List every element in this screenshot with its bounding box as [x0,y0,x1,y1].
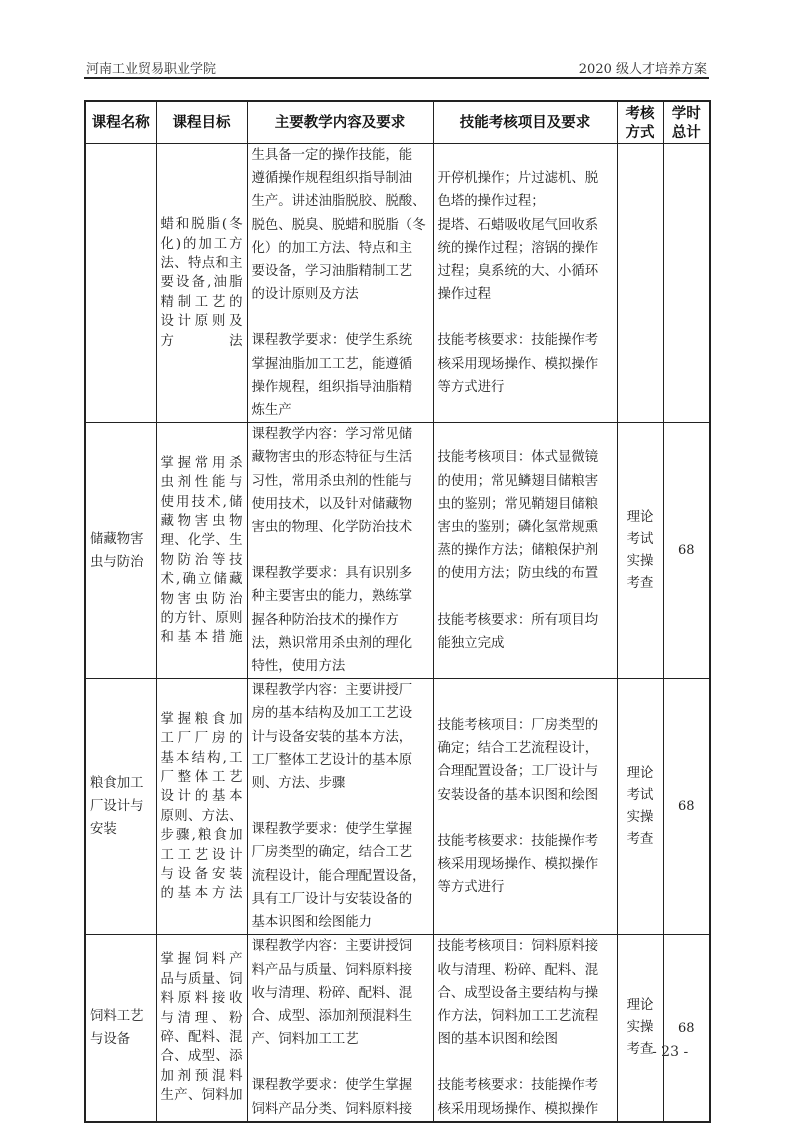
cell-skill-assessment [433,679,617,935]
course-name-line: 储藏物害 [90,531,144,547]
header-label: 总计 [671,123,701,141]
cell-total-hours [663,935,710,1122]
course-name-line: 虫与防治 [90,554,144,570]
course-goal-line: 料原料接收 [160,991,243,1007]
content-line: 则、方法、步骤 [251,776,346,792]
cell-total-hours [663,679,710,935]
paragraph-gap [252,306,429,329]
cell-course-name [85,423,156,679]
cell-course-name [85,935,156,1122]
content-line: 房的基本结构及加工工艺设 [251,706,413,722]
cell-skill-assessment [433,423,617,679]
header-col-course-name [85,101,156,144]
content-requirement-line: 流程设计，能合理配置设备， [251,868,426,884]
course-goal-line: 碎、配料、混 [160,1030,243,1045]
total-hours-value: 68 [677,799,695,815]
skill-item-line: 技能考核项目：饲料原料接 [437,939,599,955]
content-line: 害虫的物理、化学防治技术 [251,520,413,536]
header-label: 主要教学内容及要求 [274,114,406,131]
content-line: 习性，常用杀虫剂的性能与 [251,473,413,489]
skill-item-line: 合理配置设备；工厂设计与 [437,764,599,780]
course-name-line: 厂设计与 [90,799,144,815]
assessment-method-line: 理论 [626,765,654,781]
assessment-method-line: 考查 [626,575,654,591]
course-name-line: 粮食加工 [90,776,144,792]
course-goal-line: 品与质量、饲 [160,971,243,987]
content-requirement-line: 基本识图和绘图能力 [251,915,373,931]
course-goal-line: 设计的基本 [160,789,243,805]
skill-item-line: 害虫的鉴别；磷化氢常规熏 [437,520,599,536]
content-line: 合、成型、添加剂预混料生 [251,1008,413,1024]
assessment-method-line: 实操 [626,553,654,569]
skill-item-line: 安装设备的基本识图和绘图 [437,787,599,803]
skill-requirement-line: 核采用现场操作、模拟操作 [437,356,599,372]
cell-assessment-method [617,935,663,1122]
content-line: 产、饲料加工工艺 [251,1032,359,1048]
skill-item-line: 色塔的操作过程； [437,194,545,210]
content-requirement-line: 课程教学要求：使学生掌握 [251,1078,413,1094]
content-line: 的设计原则及方法 [251,287,359,303]
curriculum-table [84,100,711,1123]
course-name-line: 饲料工艺 [90,1009,144,1024]
course-goal-line: 化)的加工方 [160,236,243,252]
skill-item-line: 的使用方法；防虫线的布置 [437,566,599,582]
skill-item-line: 的使用；常见鳞翅目储粮害 [437,473,599,489]
course-goal-line: 工厂厂房的 [160,731,243,747]
content-line: 使用技术，以及针对储藏物 [251,496,413,512]
cell-course-goal [156,144,247,423]
content-requirement-line: 种主要害虫的能力，熟练掌 [251,589,413,605]
paragraph-gap [252,1051,429,1074]
content-requirement-line: 课程教学要求：具有识别多 [251,566,413,582]
paragraph-gap [252,539,429,562]
paragraph-gap [252,795,429,818]
course-goal-line: 和基本措施 [160,630,243,646]
assessment-method-line: 考试 [626,531,654,547]
skill-item-line: 虫的鉴别；常见鞘翅目储粮 [437,496,599,512]
skill-requirement-line: 能独立完成 [437,635,505,651]
skill-item-line: 技能考核项目：体式显微镜 [437,450,599,466]
course-goal-line: 使用技术,储 [160,494,243,510]
course-goal-line: 设计原则及 [160,314,243,330]
course-goal-line: 步骤,粮食加 [160,828,243,844]
course-goal-line: 原则、方法、 [160,808,243,824]
content-requirement-line: 掌握油脂加工工艺，能遵循 [251,356,413,372]
header-label: 课程目标 [172,114,231,131]
skill-requirement-line: 核采用现场操作、模拟操作 [437,857,599,873]
course-goal-line: 掌握饲料产 [160,952,243,968]
table-row [85,935,710,1122]
table-row [85,423,710,679]
content-requirement-line: 法，熟识常用杀虫剂的理化 [251,635,413,651]
assessment-method-line: 考查 [626,831,654,847]
course-goal-line: 藏物害虫物 [160,513,243,529]
skill-item-line: 收与清理、粉碎、配料、混 [437,962,599,978]
course-goal-line: 蜡和脱脂(冬 [160,217,243,233]
skill-item-line: 蒸的操作方法；储粮保护剂 [437,543,599,559]
content-requirement-line: 握各种防治技术的操作方 [251,612,399,628]
content-line: 藏物害虫的形态特征与生活 [251,450,413,466]
content-line: 课程教学内容：主要讲授厂 [251,683,413,699]
assessment-method-line: 考试 [626,787,654,803]
course-goal-line: 要设备,油脂 [160,275,243,291]
cell-assessment-method [617,679,663,935]
cell-course-name [85,679,156,935]
content-requirement-line: 具有工厂设计与安装设备的 [251,891,413,907]
cell-main-content [247,935,433,1122]
header-col-course-goal [156,101,247,144]
table-header-row [85,101,710,144]
assessment-method-line: 理论 [626,509,654,525]
skill-requirement-line: 技能考核要求：技能操作考 [437,833,599,849]
content-line: 生具备一定的操作技能，能 [251,148,413,163]
header-document-title: 2020 级人才培养方案 [578,62,707,77]
header-label: 课程名称 [91,114,150,131]
course-goal-line: 掌握粮食加 [160,711,243,727]
skill-requirement-line: 技能考核要求：所有项目均 [437,612,599,628]
content-requirement-line: 课程教学要求：使学生掌握 [251,822,413,838]
course-goal-line: 的方针、原则 [160,610,243,626]
cell-total-hours [663,423,710,679]
skill-item-line: 操作过程 [437,287,492,303]
header-label: 技能考核项目及要求 [459,114,591,131]
skill-item-line: 技能考核项目：厂房类型的 [437,718,599,734]
content-line: 计与设备安装的基本方法， [251,729,413,745]
header-label: 学时 [671,104,701,122]
paragraph-gap [438,306,613,329]
content-line: 化）的加工方法、特点和主 [251,240,413,256]
cell-course-goal [156,935,247,1122]
cell-course-goal [156,423,247,679]
assessment-method-line: 实操 [626,809,654,825]
cell-main-content [247,144,433,423]
skill-item-line: 提塔、石蜡吸收尾气回收系 [437,217,599,233]
course-goal-line: 法、特点和主 [160,256,243,271]
cell-course-name [85,144,156,423]
skill-item-line: 开停机操作；片过滤机、脱 [437,171,599,187]
skill-item-line: 作方法，饲料加工工艺流程 [437,1008,599,1024]
page-number: - 23 - [652,1044,689,1060]
course-goal-line: 基本结构,工 [160,750,243,766]
course-goal-line: 物防治等技 [160,552,243,568]
assessment-method-line: 考查 [626,1042,654,1057]
skill-requirement-line: 等方式进行 [437,880,505,896]
cell-skill-assessment [433,144,617,423]
content-line: 遵循操作规程组织指导制油 [251,171,413,187]
course-goal-line: 虫剂性能与 [160,475,243,491]
total-hours-value: 68 [677,1020,695,1036]
cell-assessment-method [617,144,663,423]
skill-item-line: 过程；臭系统的大、小循环 [437,264,599,280]
content-line: 工厂整体工艺设计的基本原 [251,752,413,768]
header-rule [84,77,709,79]
content-requirement-line: 操作规程，组织指导油脂精 [251,379,413,395]
course-goal-line: 精制工艺的 [160,294,243,310]
course-goal-line: 加剂预混料 [160,1068,243,1084]
content-line: 生产。讲述油脂脱胶、脱酸、 [251,194,426,210]
course-goal-line: 物害虫防治 [160,591,243,607]
cell-main-content [247,679,433,935]
skill-requirement-line: 技能考核要求：技能操作考 [437,1078,599,1094]
content-line: 料产品与质量、饲料原料接 [251,962,413,978]
content-requirement-line: 炼生产 [251,403,292,419]
course-goal-line: 厂整体工艺 [160,769,243,785]
header-label: 方式 [625,123,655,141]
header-col-main-content [247,101,433,144]
content-line: 课程教学内容：学习常见储 [251,427,413,443]
header-label: 考核 [625,104,655,122]
skill-requirement-line: 核采用现场操作、模拟操作 [437,1101,599,1117]
total-hours-value: 68 [677,543,695,559]
course-goal-line: 掌握常用杀 [160,455,243,471]
course-name-line: 与设备 [90,1032,131,1047]
course-goal-line: 与设备安装 [160,867,243,882]
course-goal-line: 理、化学、生 [160,533,243,549]
cell-skill-assessment [433,935,617,1122]
skill-item-line: 统的操作过程；溶锅的操作 [437,240,599,256]
assessment-method-line: 理论 [626,998,654,1013]
skill-item-line: 合、成型设备主要结构与操 [437,985,599,1001]
header-institution: 河南工业贸易职业学院 [86,62,217,77]
course-goal-line: 合、成型、添 [160,1049,243,1065]
header-col-skill-assessment [433,101,617,144]
course-goal-line: 的基本方法 [160,886,243,902]
cell-total-hours [663,144,710,423]
course-goal-line: 方法 [160,333,243,349]
skill-item-line: 确定；结合工艺流程设计， [437,741,599,757]
skill-item-line: 图的基本识图和绘图 [437,1032,559,1048]
skill-requirement-line: 等方式进行 [437,379,505,395]
content-line: 脱色、脱臭、脱蜡和脱脂（冬 [251,217,426,233]
content-line: 收与清理、粉碎、配料、混 [251,985,413,1001]
course-goal-line: 生产、饲料加 [160,1088,243,1104]
table-row [85,144,710,423]
header-col-assessment-method [617,101,663,144]
cell-course-goal [156,679,247,935]
content-requirement-line: 厂房类型的确定，结合工艺 [251,845,413,861]
content-line: 要设备，学习油脂精制工艺 [251,264,413,280]
table-row [85,679,710,935]
paragraph-gap [438,807,613,830]
content-requirement-line: 特性，使用方法 [251,659,346,675]
paragraph-gap [438,1051,613,1074]
header-col-total-hours [663,101,710,144]
course-goal-line: 工工艺设计 [160,847,243,863]
content-requirement-line: 饲料产品分类、饲料原料接 [251,1101,413,1117]
content-requirement-line: 课程教学要求：使学生系统 [251,333,413,349]
assessment-method-line: 实操 [626,1020,654,1035]
paragraph-gap [438,586,613,609]
cell-main-content [247,423,433,679]
content-line: 课程教学内容：主要讲授饲 [251,939,413,955]
course-name-line: 安装 [90,822,117,838]
skill-requirement-line: 技能考核要求：技能操作考 [437,333,599,349]
course-goal-line: 与清理、粉 [160,1010,243,1026]
cell-assessment-method [617,423,663,679]
course-goal-line: 术,确立储藏 [160,572,243,588]
